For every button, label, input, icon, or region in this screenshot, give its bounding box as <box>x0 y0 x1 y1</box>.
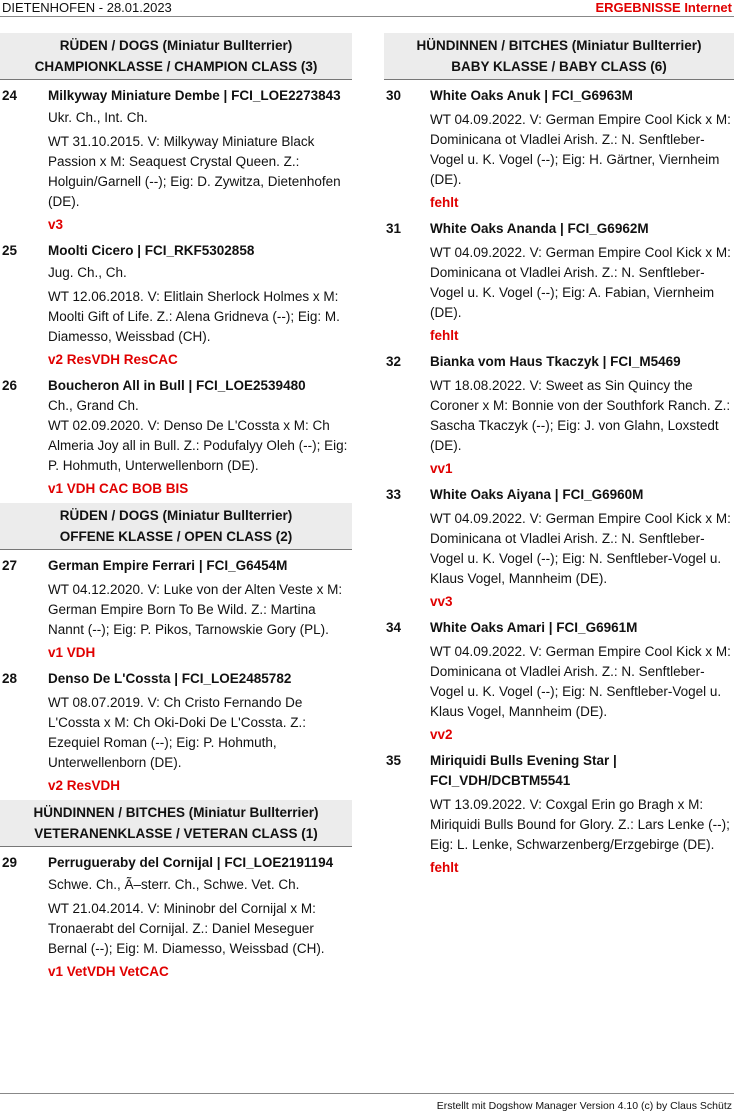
dog-details: WT 04.09.2022. V: German Empire Cool Kick x M: Dominicana ot Vladlei Arish. Z.: N. Senftleber-Vogel u. K. Vogel (--); Eig: N. Senftleber-Vogel u. Klaus Vogel, Mannheim (DE). <box>430 644 731 719</box>
dog-entry <box>0 853 352 982</box>
dog-result: vv2 <box>430 727 453 742</box>
dog-name: Moolti Cicero | FCI_RKF5302858 <box>48 243 255 258</box>
class-header-class: CHAMPIONKLASSE / CHAMPION CLASS (3) <box>34 59 318 74</box>
dog-entry <box>0 86 352 235</box>
left-column <box>0 33 352 982</box>
dog-entry <box>0 241 352 370</box>
dog-details: WT 04.09.2022. V: German Empire Cool Kick x M: Dominicana ot Vladlei Arish. Z.: N. Senftleber-Vogel u. K. Vogel (--); Eig: H. Gärtner, Viernheim (DE). <box>430 112 731 187</box>
class-header-breed: RÜDEN / DOGS (Miniatur Bullterrier) <box>59 508 293 523</box>
class-header-breed: HÜNDINNEN / BITCHES (Miniatur Bullterrier) <box>33 805 319 820</box>
dog-details: WT 18.08.2022. V: Sweet as Sin Quincy the Coroner x M: Bonnie von der Southfork Ranch. Z.: Sascha Tkaczyk (--); Eig: J. von Glahn, Loxstedt (DE). <box>430 378 731 453</box>
dog-name: Miriquidi Bulls Evening Star | FCI_VDH/DCBTM5541 <box>430 753 617 788</box>
class-header <box>384 33 734 80</box>
entry-number: 33 <box>386 487 402 502</box>
class-header-breed: HÜNDINNEN / BITCHES (Miniatur Bullterrier) <box>416 38 702 53</box>
dog-details: WT 08.07.2019. V: Ch Cristo Fernando De L'Cossta x M: Ch Oki-Doki De L'Cossta. Z.: Ezequiel Roman (--); Eig: P. Hohmuth, Unterwellenborn (DE). <box>48 695 306 770</box>
dog-entry <box>0 376 352 499</box>
dog-result: v2 ResVDH ResCAC <box>48 352 178 367</box>
dog-name: White Oaks Aiyana | FCI_G6960M <box>430 487 644 502</box>
dog-result: v1 VDH <box>48 645 96 660</box>
dog-entry <box>384 352 734 479</box>
dog-result: fehlt <box>430 860 459 875</box>
entry-number: 24 <box>2 88 18 103</box>
show-title: DIETENHOFEN - 28.01.2023 <box>2 0 172 15</box>
dog-name: White Oaks Ananda | FCI_G6962M <box>430 221 649 236</box>
dog-titles: Jug. Ch., Ch. <box>48 265 127 280</box>
dog-name: White Oaks Amari | FCI_G6961M <box>430 620 638 635</box>
dog-result: v1 VetVDH VetCAC <box>48 964 169 979</box>
dog-entry <box>384 485 734 612</box>
dog-name: German Empire Ferrari | FCI_G6454M <box>48 558 288 573</box>
dog-name: Denso De L'Cossta | FCI_LOE2485782 <box>48 671 292 686</box>
dog-result: v2 ResVDH <box>48 778 121 793</box>
class-header-class: VETERANENKLASSE / VETERAN CLASS (1) <box>34 826 318 841</box>
dog-name: Bianka vom Haus Tkaczyk | FCI_M5469 <box>430 354 681 369</box>
class-header <box>0 800 352 847</box>
dog-details: WT 04.09.2022. V: German Empire Cool Kick x M: Dominicana ot Vladlei Arish. Z.: N. Senftleber-Vogel u. K. Vogel (--); Eig: N. Senftleber-Vogel u. Klaus Vogel, Mannheim (DE). <box>430 511 731 586</box>
entry-number: 29 <box>2 855 18 870</box>
dog-titles: Ukr. Ch., Int. Ch. <box>48 110 148 125</box>
dog-details: WT 02.09.2020. V: Denso De L'Cossta x M: Ch Almeria Joy all in Bull. Z.: Podufalyy Oleh (--); Eig: P. Hohmuth, Unterwellenborn (DE). <box>48 418 348 473</box>
dog-result: vv1 <box>430 461 453 476</box>
dog-result: v1 VDH CAC BOB BIS <box>48 481 189 496</box>
entry-number: 32 <box>386 354 402 369</box>
dog-details: WT 04.09.2022. V: German Empire Cool Kick x M: Dominicana ot Vladlei Arish. Z.: N. Senftleber-Vogel u. K. Vogel (--); Eig: A. Fabian, Viernheim (DE). <box>430 245 731 320</box>
dog-titles: Ch., Grand Ch. <box>48 398 139 413</box>
dog-result: fehlt <box>430 195 459 210</box>
entry-number: 34 <box>386 620 402 635</box>
page-header <box>0 0 734 17</box>
dog-result: vv3 <box>430 594 453 609</box>
footer-credit: Erstellt mit Dogshow Manager Version 4.10 (c) by Claus Schütz <box>436 1100 732 1112</box>
dog-name: Milkyway Miniature Dembe | FCI_LOE2273843 <box>48 88 341 103</box>
class-header-breed: RÜDEN / DOGS (Miniatur Bullterrier) <box>59 38 293 53</box>
dog-details: WT 31.10.2015. V: Milkyway Miniature Black Passion x M: Seaquest Crystal Queen. Z.: Holguin/Garnell (--); Eig: D. Zywitza, Dietenhofen (DE). <box>48 134 341 209</box>
dog-entry <box>384 219 734 346</box>
dog-entry <box>384 86 734 213</box>
entry-number: 26 <box>2 378 18 393</box>
entry-number: 30 <box>386 88 402 103</box>
dog-entry <box>0 556 352 663</box>
entry-number: 28 <box>2 671 18 686</box>
dog-entry <box>384 751 734 878</box>
entry-number: 27 <box>2 558 18 573</box>
class-header <box>0 33 352 80</box>
dog-name: White Oaks Anuk | FCI_G6963M <box>430 88 633 103</box>
dog-titles: Schwe. Ch., Ã–sterr. Ch., Schwe. Vet. Ch. <box>48 877 300 892</box>
dog-details: WT 04.12.2020. V: Luke von der Alten Veste x M: German Empire Born To Be Wild. Z.: Martina Nannt (--); Eig: P. Pikos, Tarnowskie Gory (PL). <box>48 582 343 637</box>
entry-number: 31 <box>386 221 402 236</box>
class-header-class: OFFENE KLASSE / OPEN CLASS (2) <box>59 529 293 544</box>
class-header-class: BABY KLASSE / BABY CLASS (6) <box>451 59 667 74</box>
dog-name: Boucheron All in Bull | FCI_LOE2539480 <box>48 378 306 393</box>
dog-entry <box>384 618 734 745</box>
entry-number: 35 <box>386 753 402 768</box>
page-footer <box>0 1093 734 1112</box>
dog-details: WT 12.06.2018. V: Elitlain Sherlock Holmes x M: Moolti Gift of Life. Z.: Alena Gridneva (--); Eig: M. Diamesso, Weissbad (CH). <box>48 289 340 344</box>
results-label: ERGEBNISSE Internet <box>595 0 732 15</box>
dog-name: Perrugueraby del Cornijal | FCI_LOE2191194 <box>48 855 334 870</box>
dog-result: fehlt <box>430 328 459 343</box>
entry-number: 25 <box>2 243 18 258</box>
class-header <box>0 503 352 550</box>
dog-result: v3 <box>48 217 64 232</box>
dog-details: WT 21.04.2014. V: Mininobr del Cornijal x M: Tronaerabt del Cornijal. Z.: Daniel Meseguer Bernal (--); Eig: M. Diamesso, Weissbad (CH). <box>48 901 325 956</box>
right-column <box>384 33 734 878</box>
dog-entry <box>0 669 352 796</box>
dog-details: WT 13.09.2022. V: Coxgal Erin go Bragh x M: Miriquidi Bulls Bound for Glory. Z.: Lars Lenke (--); Eig: L. Lenke, Schwarzenberg/Erzgebirge (DE). <box>430 797 730 852</box>
